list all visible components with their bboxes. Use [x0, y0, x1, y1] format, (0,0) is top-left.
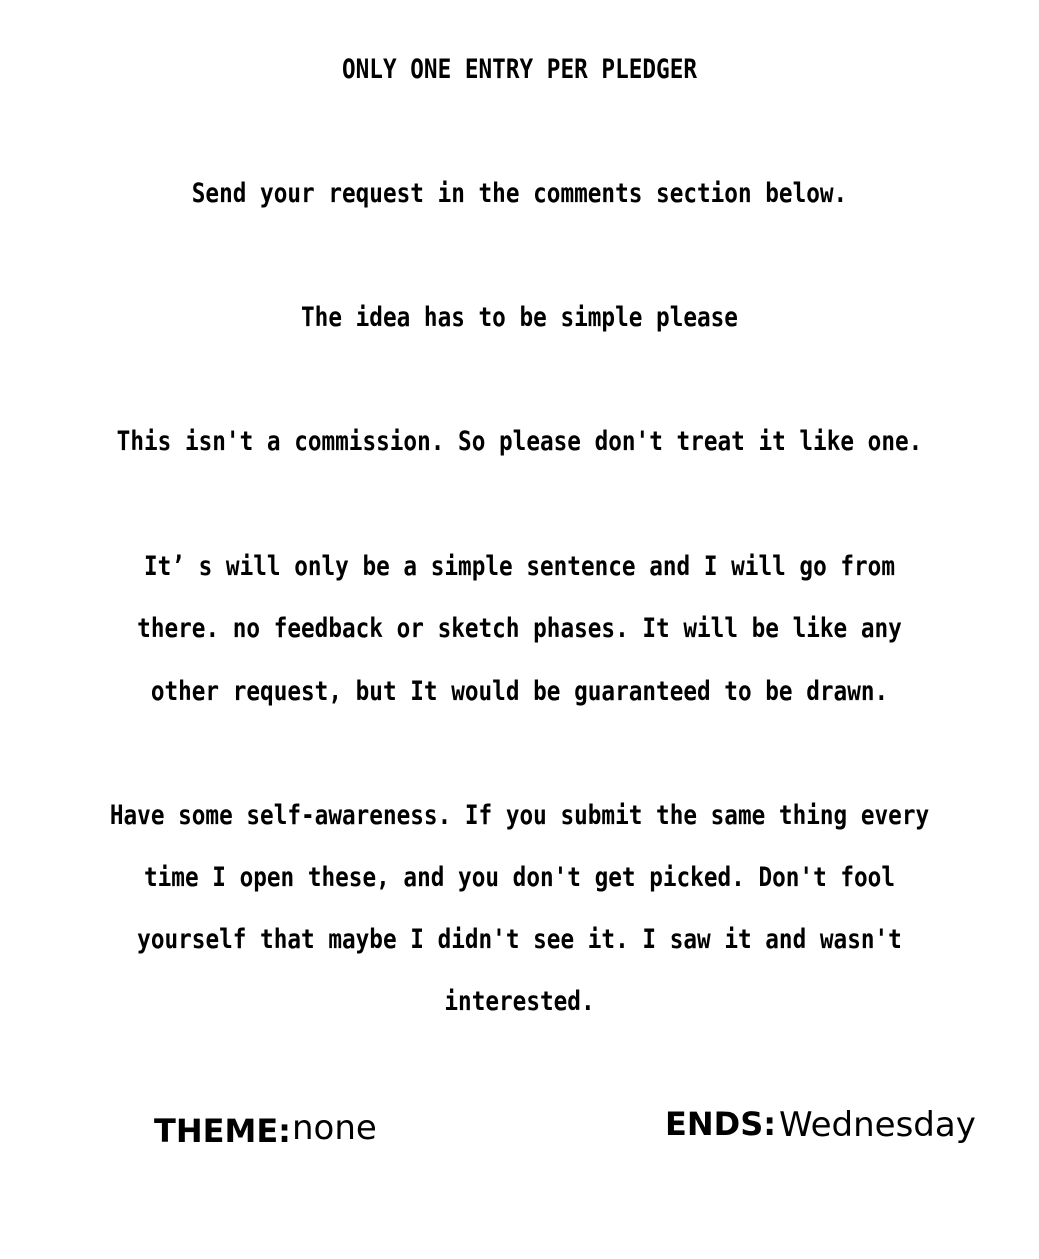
ends-value: Wednesday [779, 1105, 976, 1145]
paragraph-line: It’ s will only be a simple sentence and I will go from [143, 551, 895, 582]
paragraph-line: time I open these, and you don't get picked. Don't fool [143, 862, 895, 893]
theme-label: THEME: [154, 1112, 291, 1150]
paragraph-line: Have some self-awareness. If you submit the same thing every [109, 800, 930, 831]
ends-label: ENDS: [665, 1105, 777, 1143]
send-request-line: Send your request in the comments section below. [191, 178, 848, 209]
paragraph-line: yourself that maybe I didn't see it. I saw it and wasn't [137, 924, 902, 955]
heading: ONLY ONE ENTRY PER PLEDGER [341, 54, 698, 85]
paragraph-line: other request, but It would be guaranteed to be drawn. [150, 676, 889, 707]
simple-idea-line: The idea has to be simple please [301, 302, 738, 333]
theme-value: none [292, 1108, 377, 1148]
paragraph-line: interested. [444, 986, 595, 1017]
paragraph-line: there. no feedback or sketch phases. It will be like any [137, 613, 902, 644]
not-commission-line: This isn't a commission. So please don't treat it like one. [116, 426, 923, 457]
